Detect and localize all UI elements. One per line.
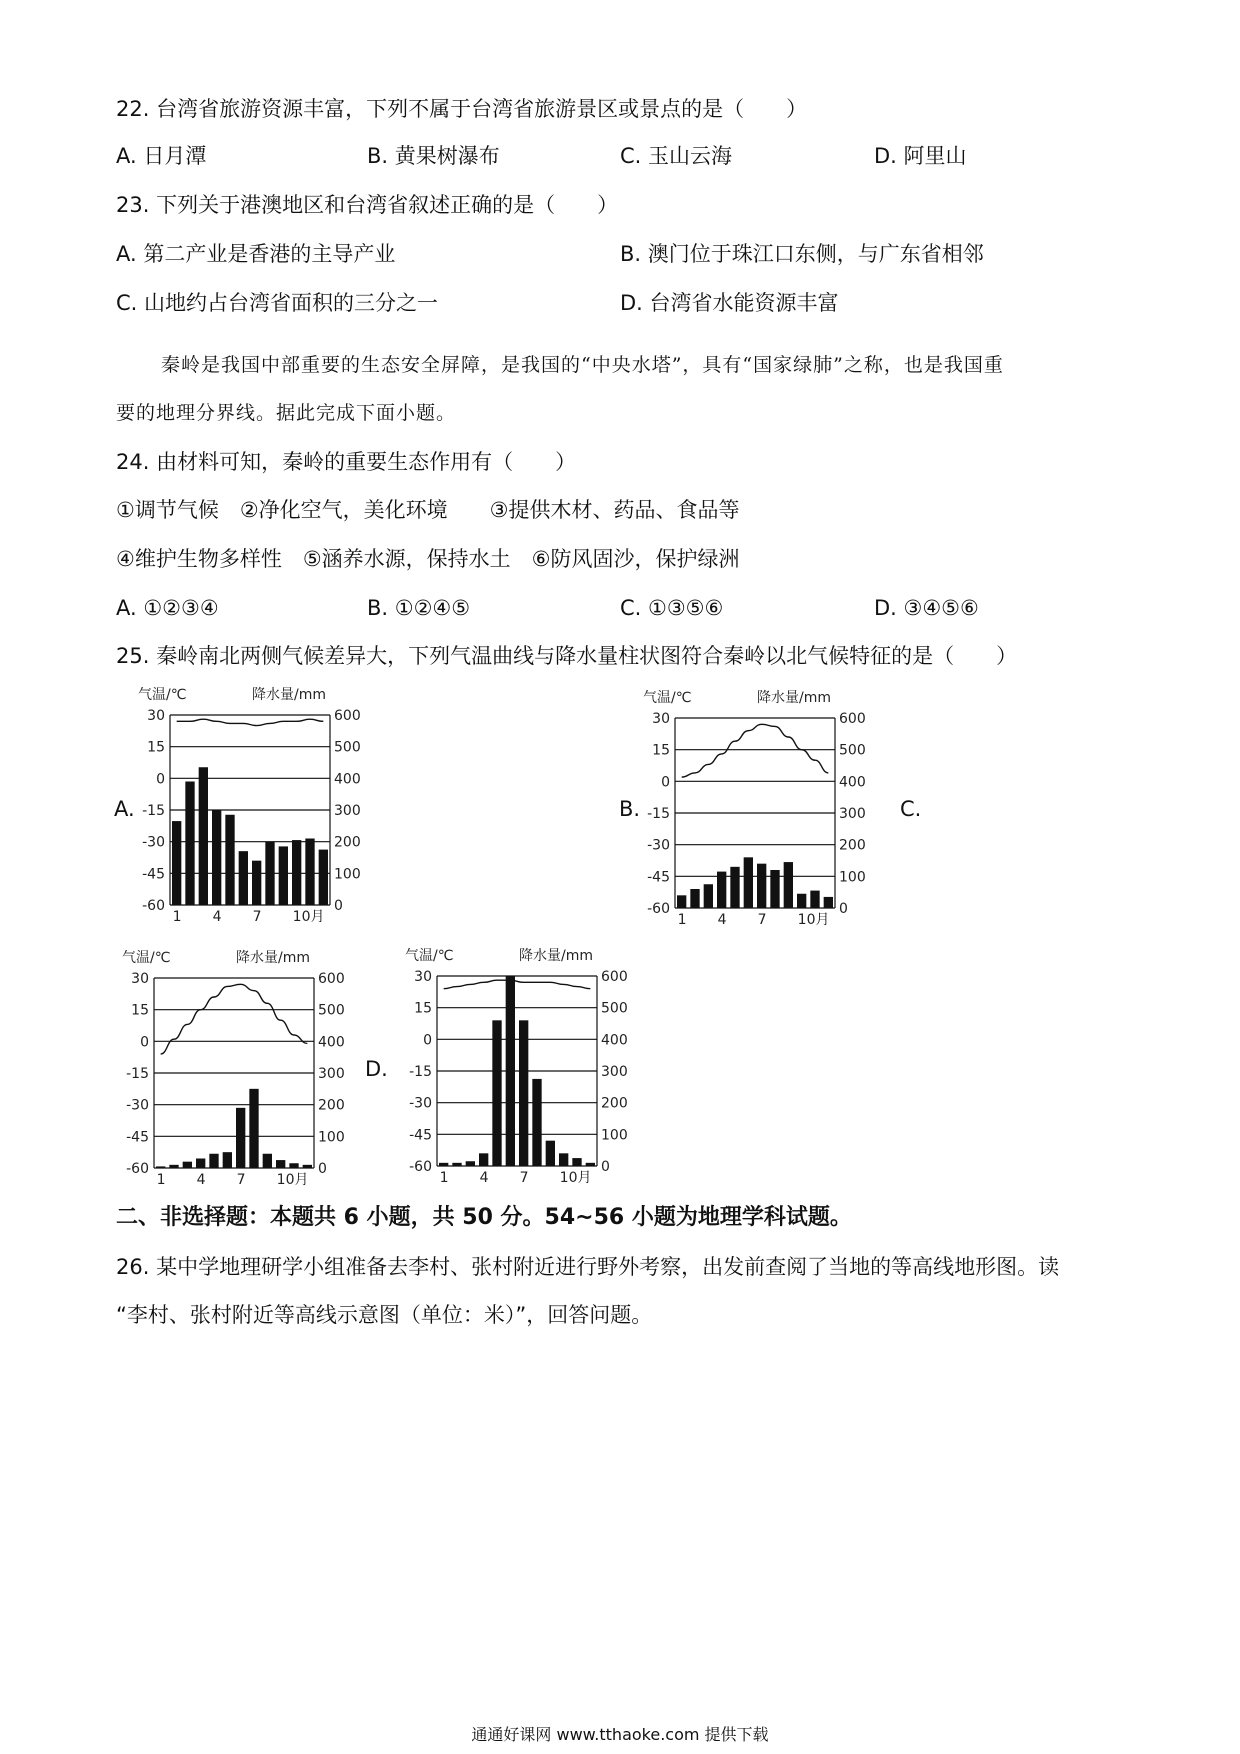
precipitation-bar: [717, 872, 726, 908]
temperature-tick: -15: [142, 803, 165, 819]
precipitation-bar: [519, 1020, 528, 1166]
precipitation-tick: 500: [839, 742, 866, 759]
temperature-tick: -30: [647, 837, 670, 854]
temperature-tick: -45: [647, 869, 670, 886]
temperature-tick: 15: [414, 1000, 432, 1017]
precipitation-bar: [303, 1165, 312, 1168]
temperature-curve: [161, 984, 308, 1054]
q24-option-b: B. ①②④⑤: [367, 596, 471, 620]
precipitation-bar: [239, 851, 248, 905]
q24-stem: 24. 由材料可知，秦岭的重要生态作用有（ ）: [116, 450, 577, 474]
q23-option-c: C. 山地约占台湾省面积的三分之一: [116, 291, 439, 315]
climate-chart-d: [401, 946, 641, 1190]
q22-stem: 22. 台湾省旅游资源丰富，下列不属于台湾省旅游景区或景点的是（ ）: [116, 97, 808, 121]
q22-option-a: A. 日月潭: [116, 144, 207, 168]
month-tick: 10月: [559, 1170, 592, 1186]
precipitation-tick: 0: [318, 1161, 327, 1177]
month-tick: 4: [196, 1172, 206, 1188]
precipitation-bar: [452, 1163, 461, 1166]
material-line-2: 要的地理分界线。据此完成下面小题。: [116, 402, 457, 424]
q24-items-line-2: ④维护生物多样性 ⑤涵养水源，保持水土 ⑥防风固沙，保护绿洲: [116, 547, 740, 571]
precipitation-bar: [439, 1163, 448, 1166]
precipitation-bar: [770, 870, 779, 908]
precipitation-bar: [479, 1153, 488, 1166]
temperature-axis-label: 气温/℃: [138, 687, 187, 703]
month-tick: 1: [172, 909, 182, 925]
month-tick: 1: [439, 1170, 449, 1186]
precipitation-bar: [677, 895, 686, 908]
precipitation-tick: 600: [601, 969, 628, 985]
temperature-tick: -45: [142, 866, 165, 883]
precipitation-bar: [757, 864, 766, 908]
temperature-tick: 0: [156, 771, 165, 788]
temperature-tick: 15: [147, 739, 165, 756]
precipitation-bar: [276, 1160, 285, 1168]
precipitation-bar: [249, 1089, 258, 1168]
precipitation-tick: 0: [839, 901, 848, 917]
q24-items-line-1: ①调节气候 ②净化空气，美化环境 ③提供木材、药品、食品等: [116, 498, 740, 522]
page-footer: 通通好课网 www.tthaoke.com 提供下载: [471, 1725, 769, 1744]
temperature-tick: 30: [414, 969, 432, 985]
temperature-tick: 30: [652, 711, 670, 727]
q24-option-c: C. ①③⑤⑥: [620, 596, 724, 620]
precipitation-tick: 200: [601, 1095, 628, 1112]
precipitation-bar: [466, 1161, 475, 1166]
month-tick: 10月: [292, 909, 325, 925]
month-tick: 7: [236, 1172, 246, 1188]
precipitation-tick: 400: [318, 1034, 345, 1051]
precipitation-tick: 0: [601, 1159, 610, 1175]
temperature-tick: -30: [126, 1097, 149, 1114]
q22-option-d: D. 阿里山: [874, 144, 967, 168]
precipitation-tick: 300: [601, 1064, 628, 1080]
precipitation-tick: 600: [839, 711, 866, 727]
precipitation-tick: 200: [839, 837, 866, 854]
precipitation-bar: [559, 1153, 568, 1166]
temperature-tick: -45: [409, 1127, 432, 1144]
temperature-tick: 15: [131, 1002, 149, 1019]
q25-stem: 25. 秦岭南北两侧气候差异大，下列气温曲线与降水量柱状图符合秦岭以北气候特征的是（ ）: [116, 644, 1018, 668]
precipitation-bar: [572, 1158, 581, 1166]
precipitation-bar: [169, 1165, 178, 1168]
climate-chart-b: [639, 688, 879, 932]
precipitation-bar: [810, 891, 819, 908]
precipitation-bar: [586, 1163, 595, 1166]
precipitation-bar: [199, 767, 208, 905]
precipitation-bar: [730, 867, 739, 908]
precipitation-tick: 200: [318, 1097, 345, 1114]
precipitation-bar: [797, 894, 806, 908]
q25-letter-b: B.: [619, 797, 641, 821]
temperature-curve: [682, 724, 829, 777]
month-tick: 7: [252, 909, 262, 925]
precipitation-axis-label: 降水量/mm: [757, 690, 831, 706]
precipitation-bar: [532, 1079, 541, 1166]
precipitation-tick: 600: [334, 708, 361, 724]
material-line-1: 秦岭是我国中部重要的生态安全屏障，是我国的“中央水塔”，具有“国家绿肺”之称，也是我国重: [161, 354, 1004, 376]
precipitation-tick: 0: [334, 898, 343, 914]
q24-option-a: A. ①②③④: [116, 596, 219, 620]
precipitation-bar: [212, 810, 221, 905]
month-tick: 4: [717, 912, 727, 928]
precipitation-tick: 400: [334, 771, 361, 788]
precipitation-bar: [156, 1166, 165, 1168]
precipitation-bar: [265, 842, 274, 905]
month-tick: 1: [677, 912, 687, 928]
temperature-tick: -30: [142, 834, 165, 851]
precipitation-tick: 500: [334, 739, 361, 756]
precipitation-tick: 100: [318, 1129, 345, 1146]
q26-line-1: 26. 某中学地理研学小组准备去李村、张村附近进行野外考察，出发前查阅了当地的等高线地形图。读: [116, 1255, 1060, 1279]
q25-letter-c: C.: [900, 797, 922, 821]
precipitation-bar: [236, 1108, 245, 1168]
precipitation-bar: [744, 857, 753, 908]
temperature-tick: -60: [142, 898, 165, 914]
temperature-tick: 0: [661, 774, 670, 791]
precipitation-tick: 100: [839, 869, 866, 886]
precipitation-bar: [223, 1152, 232, 1168]
temperature-tick: -30: [409, 1095, 432, 1112]
precipitation-bar: [704, 884, 713, 908]
temperature-tick: 15: [652, 742, 670, 759]
temperature-curve: [444, 980, 591, 988]
temperature-tick: 30: [147, 708, 165, 724]
section-2-title: 二、非选择题：本题共 6 小题，共 50 分。54~56 小题为地理学科试题。: [116, 1205, 852, 1230]
precipitation-bar: [690, 889, 699, 908]
q23-option-d: D. 台湾省水能资源丰富: [620, 291, 839, 315]
month-tick: 1: [156, 1172, 166, 1188]
precipitation-bar: [279, 846, 288, 905]
precipitation-bar: [183, 1162, 192, 1168]
precipitation-bar: [209, 1154, 218, 1168]
q25-letter-a: A.: [114, 797, 135, 821]
climate-chart-c: [118, 948, 358, 1192]
precipitation-axis-label: 降水量/mm: [519, 948, 593, 964]
month-tick: 10月: [276, 1172, 309, 1188]
temperature-tick: 0: [423, 1032, 432, 1049]
precipitation-bar: [252, 861, 261, 905]
precipitation-bar: [225, 815, 234, 905]
temperature-tick: 30: [131, 971, 149, 987]
temperature-axis-label: 气温/℃: [643, 690, 692, 706]
precipitation-bar: [292, 840, 301, 905]
precipitation-tick: 500: [601, 1000, 628, 1017]
temperature-tick: -45: [126, 1129, 149, 1146]
temperature-tick: -60: [126, 1161, 149, 1177]
precipitation-tick: 400: [839, 774, 866, 791]
temperature-tick: -60: [409, 1159, 432, 1175]
precipitation-bar: [196, 1159, 205, 1169]
precipitation-tick: 600: [318, 971, 345, 987]
q25-letter-d: D.: [365, 1057, 388, 1081]
temperature-tick: 0: [140, 1034, 149, 1051]
q23-stem: 23. 下列关于港澳地区和台湾省叙述正确的是（ ）: [116, 193, 619, 217]
q24-option-d: D. ③④⑤⑥: [874, 596, 979, 620]
precipitation-bar: [185, 782, 194, 906]
q23-option-a: A. 第二产业是香港的主导产业: [116, 242, 396, 266]
precipitation-bar: [492, 1020, 501, 1166]
precipitation-tick: 300: [839, 806, 866, 822]
month-tick: 7: [519, 1170, 529, 1186]
precipitation-bar: [546, 1141, 555, 1166]
precipitation-bar: [506, 976, 515, 1166]
month-tick: 4: [212, 909, 222, 925]
precipitation-axis-label: 降水量/mm: [252, 687, 326, 703]
precipitation-bar: [289, 1163, 298, 1168]
q26-line-2: “李村、张村附近等高线示意图（单位：米）”，回答问题。: [116, 1303, 653, 1327]
precipitation-tick: 100: [601, 1127, 628, 1144]
precipitation-tick: 300: [318, 1066, 345, 1082]
q22-option-b: B. 黄果树瀑布: [367, 144, 500, 168]
climate-chart-a: [134, 685, 374, 929]
temperature-tick: -60: [647, 901, 670, 917]
precipitation-tick: 200: [334, 834, 361, 851]
q23-option-b: B. 澳门位于珠江口东侧，与广东省相邻: [620, 242, 984, 266]
temperature-tick: -15: [409, 1064, 432, 1080]
precipitation-axis-label: 降水量/mm: [236, 950, 310, 966]
precipitation-tick: 400: [601, 1032, 628, 1049]
temperature-tick: -15: [126, 1066, 149, 1082]
precipitation-bar: [784, 862, 793, 908]
temperature-tick: -15: [647, 806, 670, 822]
month-tick: 4: [479, 1170, 489, 1186]
precipitation-bar: [263, 1154, 272, 1168]
precipitation-tick: 300: [334, 803, 361, 819]
temperature-axis-label: 气温/℃: [405, 948, 454, 964]
precipitation-bar: [305, 839, 314, 906]
precipitation-bar: [319, 850, 328, 905]
temperature-curve: [177, 719, 324, 725]
temperature-axis-label: 气温/℃: [122, 950, 171, 966]
month-tick: 7: [757, 912, 767, 928]
month-tick: 10月: [797, 912, 830, 928]
q22-option-c: C. 玉山云海: [620, 144, 733, 168]
precipitation-tick: 100: [334, 866, 361, 883]
precipitation-bar: [824, 897, 833, 908]
precipitation-tick: 500: [318, 1002, 345, 1019]
precipitation-bar: [172, 821, 181, 905]
